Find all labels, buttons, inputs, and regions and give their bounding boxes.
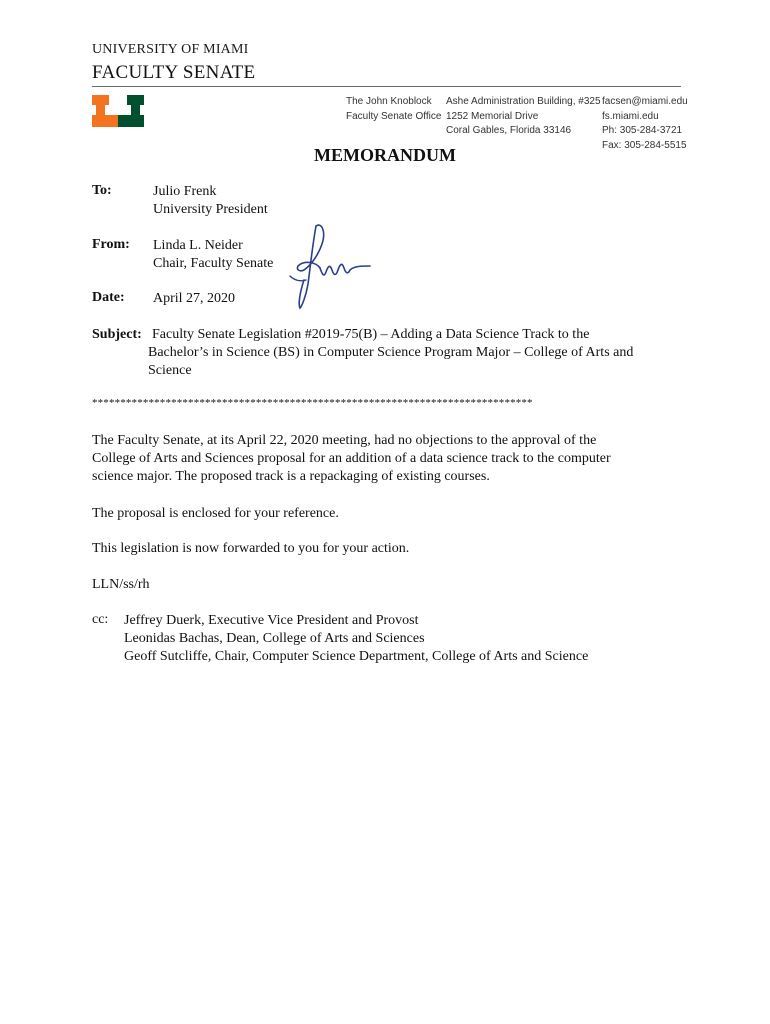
cc-label: cc: — [92, 612, 109, 627]
address-line: 1252 Memorial Drive — [446, 110, 539, 122]
cc-recipient: Leonidas Bachas, Dean, College of Arts and Sciences — [124, 631, 425, 646]
memo-title: MEMORANDUM — [314, 145, 456, 165]
cc-recipient: Geoff Sutcliffe, Chair, Computer Science Department, College of Arts and Science — [124, 649, 589, 664]
date-label: Date: — [92, 290, 125, 305]
university-name: UNIVERSITY OF MIAMI — [92, 42, 249, 57]
address-line: Ashe Administration Building, #325 — [446, 96, 601, 107]
address-block — [446, 95, 601, 139]
sender-name: Linda L. Neider — [153, 238, 243, 253]
body-line: science major. The proposed track is a repackaging of existing courses. — [92, 469, 490, 484]
body-line: The proposal is enclosed for your reference. — [92, 506, 339, 521]
subject-label: Subject: — [92, 327, 142, 342]
office-line: Faculty Senate Office — [346, 110, 442, 122]
office-line: The John Knoblock — [346, 96, 432, 107]
reference-initials — [92, 576, 150, 594]
body-line: This legislation is now forwarded to you for your action. — [92, 541, 410, 556]
sender-title: Chair, Faculty Senate — [153, 256, 274, 271]
header-divider — [92, 86, 681, 87]
recipient-title: University President — [153, 202, 268, 217]
body-paragraph — [92, 432, 611, 486]
memo-date: April 27, 2020 — [153, 291, 236, 306]
subject-line: Faculty Senate Legislation #2019-75(B) – Adding a Data Science Track to the — [152, 327, 590, 342]
subject-line: Bachelor’s in Science (BS) in Computer Science Program Major – College of Arts and — [148, 345, 634, 360]
handwritten-signature-icon — [282, 218, 374, 312]
to-recipient — [153, 183, 268, 219]
contact-phone: Ph: 305-284-3721 — [602, 125, 683, 136]
cc-list — [124, 612, 588, 666]
contact-fax: Fax: 305-284-5515 — [602, 139, 687, 151]
body-paragraph — [92, 505, 339, 523]
body-line: The Faculty Senate, at its April 22, 2020 meeting, had no objections to the approval of the — [92, 433, 597, 448]
subject-line: Science — [148, 363, 192, 378]
body-line: LLN/ss/rh — [92, 577, 150, 592]
recipient-name: Julio Frenk — [153, 184, 217, 199]
contact-email: facsen@miami.edu — [602, 96, 688, 107]
office-name-block — [346, 95, 441, 124]
body-line: College of Arts and Sciences proposal for an addition of a data science track to the computer — [92, 451, 611, 466]
cc-recipient: Jeffrey Duerk, Executive Vice President and Provost — [124, 613, 419, 628]
to-label: To: — [92, 183, 112, 198]
from-sender — [153, 237, 273, 273]
faculty-senate-title: FACULTY SENATE — [92, 62, 256, 83]
asterisk-separator: ****************************************************************************** — [92, 397, 533, 409]
from-label: From: — [92, 237, 130, 252]
body-paragraph — [92, 540, 409, 558]
university-u-logo-icon — [92, 95, 144, 127]
contact-website: fs.miami.edu — [602, 110, 659, 122]
address-line: Coral Gables, Florida 33146 — [446, 125, 572, 136]
